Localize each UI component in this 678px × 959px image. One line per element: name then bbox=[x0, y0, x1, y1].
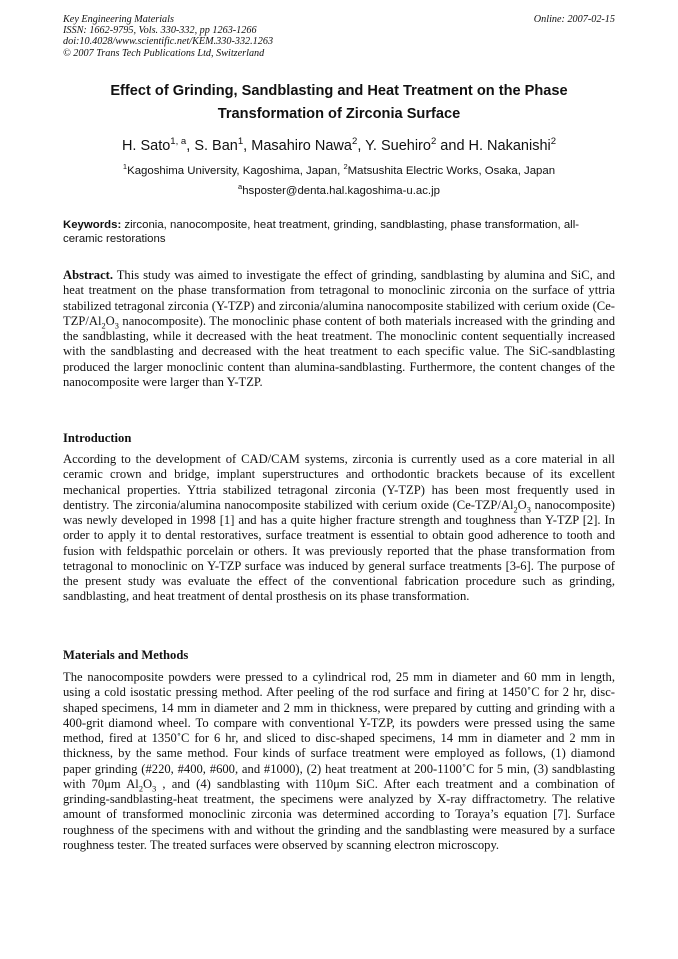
materials-paragraph bbox=[63, 670, 615, 853]
journal-issn: ISSN: 1662-9795, Vols. 330-332, pp 1263-1266 bbox=[63, 25, 257, 37]
abstract-label: Abstract. bbox=[63, 268, 114, 282]
paper-title bbox=[60, 80, 618, 126]
affiliation-1-marker: 1 bbox=[122, 162, 128, 172]
author-ban-affil: 1 bbox=[237, 136, 244, 148]
email-address: hsposter@denta.hal.kagoshima-u.ac.jp bbox=[242, 185, 440, 197]
author-sato-affil: 1, a bbox=[170, 136, 187, 148]
author-separator: , bbox=[186, 138, 195, 154]
keywords bbox=[63, 218, 615, 246]
title-line-2: Transformation of Zirconia Surface bbox=[217, 106, 461, 122]
author-nawa-affil: 2 bbox=[351, 136, 358, 148]
journal-name: Key Engineering Materials bbox=[63, 14, 174, 25]
keywords-label: Keywords: bbox=[63, 219, 122, 231]
subscript: 2 bbox=[513, 505, 518, 515]
abstract-formula-o: O bbox=[105, 313, 115, 328]
online-date: Online: 2007-02-15 bbox=[533, 14, 615, 25]
email-marker: a bbox=[238, 182, 243, 192]
journal-doi: doi:10.4028/www.scientific.net/KEM.330-332.1263 bbox=[63, 36, 274, 48]
introduction-formula-o: O bbox=[517, 497, 527, 512]
author-nawa: Masahiro Nawa bbox=[251, 138, 352, 154]
author-list bbox=[60, 136, 618, 156]
affiliation-2: Matsushita Electric Works, Osaka, Japan bbox=[347, 165, 556, 177]
journal-copyright: © 2007 Trans Tech Publications Ltd, Switzerland bbox=[63, 47, 265, 59]
affiliation-1: Kagoshima University, Kagoshima, Japan, bbox=[127, 165, 344, 177]
introduction-text-2: nanocomposite) was newly developed in 1998 [1] and has a quite higher fracture strength and toughness than Y-TZP [2]. In order to apply it to dental restoratives, surface treatment is essential to obtain good adherence to tooth and fusion with feldspathic porcelain or others. It was previously reported that the phase transformation from tetragonal to monoclinic on Y-TZP surface was induced by general surface treatments [3-6]. The purpose of the present study was evaluate the effect of the conventional fabrication procedure such as grinding, sandblasting, and heat treatment of dental prosthesis on its phase transformation. bbox=[63, 497, 616, 604]
subscript: 3 bbox=[526, 505, 531, 515]
materials-formula-o: O bbox=[142, 776, 153, 791]
author-sato: H. Sato bbox=[121, 138, 171, 154]
affiliations bbox=[60, 161, 618, 181]
author-separator: , bbox=[243, 138, 252, 154]
author-suehiro-affil: 2 bbox=[430, 136, 437, 148]
subscript: 2 bbox=[101, 321, 106, 331]
author-suehiro: Y. Suehiro bbox=[365, 138, 431, 154]
title-line-1: Effect of Grinding, Sandblasting and Heat Treatment on the Phase bbox=[110, 83, 568, 99]
subscript: 2 bbox=[138, 784, 143, 794]
introduction-paragraph bbox=[63, 452, 615, 605]
materials-text-2: , and (4) sandblasting with 110μm SiC. After each treatment and a combination of grinding-sandblasting-heat treatment, the specimens were analyzed by X-ray diffractometry. The relative amount of transformed monoclinic zirconia was determined according to Toraya’s equation [7]. Surface roughness of the specimens with and without the grinding and the sandblasting were measured by a surface roughness tester. The treated surfaces were observed by scanning electron microscopy. bbox=[63, 776, 615, 852]
affiliation-2-marker: 2 bbox=[343, 162, 348, 172]
materials-text-1: The nanocomposite powders were pressed to a cylindrical rod, 25 mm in diameter and 60 mm in length, using a cold isostatic pressing method. After peeling of the rod surface and firing at 1450˚C for 2 hr, disc-shaped specimens, 14 mm in diameter and 2 mm in thickness, were prepared by cutting and grinding with a 400-grit diamond wheel. To compare with conventional Y-TZP, its powders were pressed using the same method, fired at 1350˚C for 6 hr, and sliced to disc-shaped specimens, 14 mm in diameter and 2 mm in thickness, by the same method. Four kinds of surface treatment were employed as follows, (1) diamond paper grinding (#220, #400, #600, and #1000), (2) heat treatment at 200-1100˚C for 5 min, (3) sandblasting with 70μm Al bbox=[63, 670, 615, 791]
author-separator: and bbox=[436, 138, 469, 154]
subscript: 3 bbox=[152, 784, 157, 794]
author-ban: S. Ban bbox=[194, 138, 238, 154]
materials-heading: Materials and Methods bbox=[63, 648, 189, 662]
subscript: 3 bbox=[114, 321, 119, 331]
author-nakanishi-affil: 2 bbox=[550, 136, 557, 148]
corresponding-email bbox=[60, 181, 618, 201]
author-nakanishi: H. Nakanishi bbox=[468, 138, 551, 154]
introduction-text-1: According to the development of CAD/CAM systems, zirconia is currently used as a core material in all ceramic crown and bridge, implant superstructures and orthodontic brackets because of its excellent mechanical properties. Yttria stabilized tetragonal zirconia (Y-TZP) has been most frequently used in dentistry. The zirconia/alumina nanocomposite stabilized with cerium oxide (Ce-TZP/Al bbox=[63, 452, 615, 512]
keywords-text: zirconia, nanocomposite, heat treatment, grinding, sandblasting, phase transformation, all-ceramic restorations bbox=[63, 219, 580, 245]
abstract bbox=[63, 268, 615, 390]
abstract-text-1: This study was aimed to investigate the effect of grinding, sandblasting by alumina and SiC, and heat treatment on the phase transformation from tetragonal to monoclinic zirconia on the surface of yttria stabilized tetragonal zirconia (Y-TZP) and zirconia/alumina nanocomposite stabilized with cerium oxide (Ce-TZP/Al bbox=[63, 268, 615, 328]
journal-header bbox=[63, 14, 615, 59]
author-separator: , bbox=[357, 138, 366, 154]
introduction-heading: Introduction bbox=[63, 431, 132, 445]
abstract-text-2: nanocomposite). The monoclinic phase content of both materials increased with the grinding and the sandblasting, while it decreased with the heat treatment. The monoclinic content sequentially increased with the sandblasting and decreased with the heat treatment to each specific value. The SiC-sandblasting produced the larger monoclinic content than alumina-sandblasting. Furthermore, the content changes of the nanocomposite were larger than Y-TZP. bbox=[63, 313, 615, 389]
